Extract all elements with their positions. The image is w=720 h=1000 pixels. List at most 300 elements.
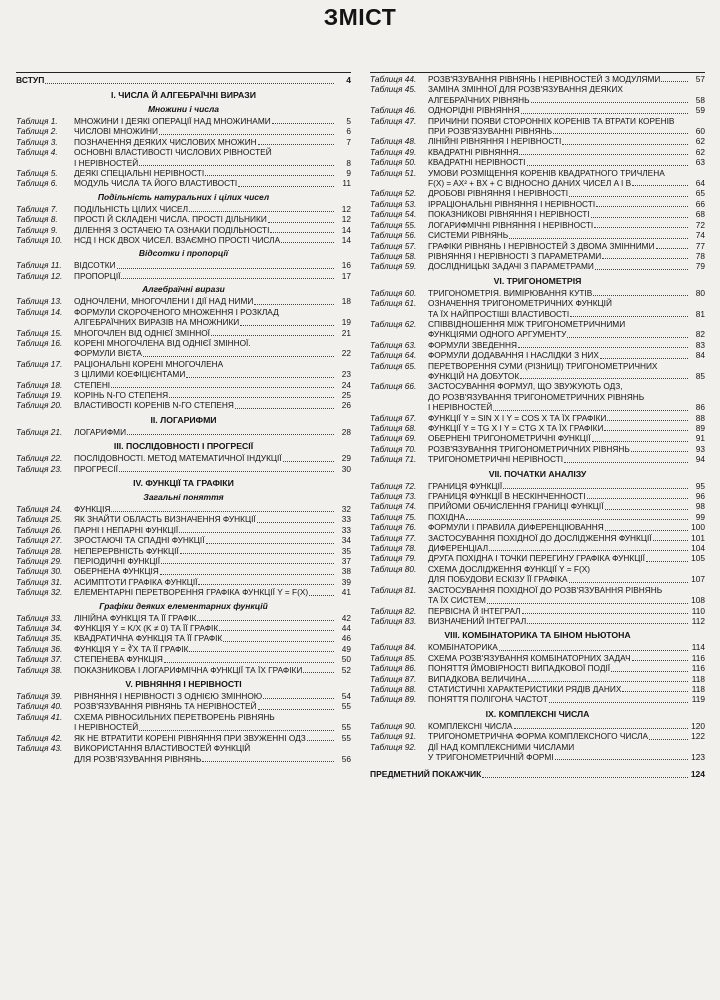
page-number: 7: [346, 136, 351, 147]
entry-title: ПЕРВІСНА Й ІНТЕГРАЛ: [428, 605, 521, 616]
toc-entry[interactable]: [370, 564, 705, 574]
toc-entry[interactable]: [16, 390, 351, 400]
page-number: 88: [695, 412, 705, 423]
page-number: 98: [695, 501, 705, 512]
toc-entry[interactable]: [370, 230, 705, 240]
toc-entry[interactable]: [370, 136, 705, 146]
entry-text: [74, 546, 335, 556]
entry-title: ВЛАСТИВОСТІ КОРЕНІВ N-ГО СТЕПЕНЯ: [74, 400, 234, 411]
entry-title: І НЕРІВНОСТЕЙ: [74, 157, 139, 168]
toc-entry[interactable]: [370, 423, 705, 433]
table-label: Таблиця 34.: [16, 623, 63, 634]
toc-entry[interactable]: [370, 742, 705, 752]
entry-text: [74, 535, 335, 545]
entry-title: ПРОГРЕСІЇ: [74, 463, 118, 474]
page-number: 123: [691, 751, 705, 762]
table-label: Таблиця 17.: [16, 358, 63, 369]
page-number: 23: [341, 369, 351, 380]
toc-entry[interactable]: [370, 585, 705, 595]
page-number: 6: [346, 126, 351, 137]
table-label: Таблиця 47.: [370, 115, 417, 126]
dot-leader: [527, 616, 688, 624]
page-number: 112: [691, 615, 705, 626]
toc-entry[interactable]: [370, 381, 705, 391]
toc-entry[interactable]: [370, 261, 705, 271]
table-label: Таблиця 62.: [370, 318, 417, 329]
toc-entry[interactable]: [370, 298, 705, 308]
table-label: Таблиця 70.: [370, 443, 417, 454]
entry-text: [74, 514, 335, 524]
page-number: 4: [346, 75, 351, 85]
toc-entry[interactable]: [16, 464, 351, 474]
entry-title: ПОДІЛЬНІСТЬ ЦІЛИХ ЧИСЕЛ: [74, 203, 189, 214]
toc-entry[interactable]: [16, 525, 351, 535]
dot-leader: [661, 74, 688, 82]
table-label: Таблиця 59.: [370, 261, 417, 272]
toc-entry[interactable]: [16, 504, 351, 514]
entry-title: ГРАНИЦЯ ФУНКЦІЇ: [428, 480, 503, 491]
dot-leader: [482, 769, 688, 778]
entry-title: АЛГЕБРАЇЧНИХ ВИРАЗІВ НА МНОЖНИКИ: [74, 317, 240, 328]
toc-entry[interactable]: [16, 235, 351, 245]
entry-title: ФУНКЦІЇ Y = TG X І Y = CTG X ТА ЇХ ГРАФІКИ: [428, 423, 604, 433]
top-rule: [370, 72, 705, 73]
table-label: Таблиця 50.: [370, 157, 417, 168]
entry-text: [428, 684, 689, 694]
toc-entry[interactable]: [16, 587, 351, 597]
page-number: 21: [341, 327, 351, 338]
table-label: Таблиця 81.: [370, 584, 417, 595]
dot-leader: [611, 663, 688, 671]
dot-leader: [593, 288, 688, 296]
dot-leader: [189, 644, 334, 652]
entry-text: [428, 423, 689, 433]
toc-entry[interactable]: [370, 653, 705, 663]
dot-leader: [509, 230, 688, 238]
toc-entry-continuation: [370, 95, 705, 105]
entry-title: ОДНОЧЛЕНИ, МНОГОЧЛЕНИ І ДІЇ НАД НИМИ: [74, 296, 254, 307]
dot-leader: [632, 653, 688, 661]
toc-entry[interactable]: [16, 178, 351, 188]
toc-entry[interactable]: [16, 712, 351, 722]
subsection-heading: Множини і числа: [147, 104, 220, 114]
entry-title: МНОЖИНИ І ДЕЯКІ ОПЕРАЦІЇ НАД МНОЖИНАМИ: [74, 116, 271, 126]
toc-entry[interactable]: [370, 481, 705, 491]
toc-entry[interactable]: [370, 663, 705, 673]
toc-entry[interactable]: [370, 147, 705, 157]
page-number: 96: [695, 491, 705, 502]
dot-leader: [569, 188, 688, 196]
toc-entry[interactable]: [16, 380, 351, 390]
dot-leader: [549, 694, 688, 702]
toc-entry[interactable]: [16, 204, 351, 214]
entry-title: З ЦІЛИМИ КОЕФІЦІЄНТАМИ: [74, 369, 186, 380]
page-number: 79: [695, 261, 705, 272]
toc-entry[interactable]: [16, 623, 351, 633]
entry-title: ПОНЯТТЯ ПОЛІГОНА ЧАСТОТ: [428, 694, 548, 705]
page-number: 24: [341, 379, 351, 390]
section-heading: IV. ФУНКЦІЇ ТА ГРАФІКИ: [133, 477, 234, 488]
toc-entry-top[interactable]: [370, 769, 705, 780]
dot-leader: [499, 642, 688, 650]
dot-leader: [646, 553, 688, 561]
dot-leader: [594, 220, 688, 228]
toc-entry-continuation: [370, 574, 705, 584]
dot-leader: [270, 225, 334, 233]
dot-leader: [567, 329, 688, 337]
entry-text: [428, 512, 689, 522]
toc-entry[interactable]: [16, 214, 351, 224]
dot-leader: [197, 613, 334, 621]
toc-entry[interactable]: [16, 733, 351, 743]
dot-leader: [169, 390, 334, 398]
dot-leader: [605, 501, 688, 509]
table-label: Таблиця 66.: [370, 381, 417, 392]
entry-title: ПРИЙОМИ ОБЧИСЛЕННЯ ГРАНИЦІ ФУНКЦІЇ: [428, 501, 604, 512]
toc-entry[interactable]: [16, 691, 351, 701]
page-number: 116: [691, 663, 705, 674]
table-label: Таблиця 76.: [370, 522, 417, 533]
page-number: 9: [346, 168, 351, 179]
dot-leader: [487, 595, 688, 603]
entry-title: ФУНКЦІЯ: [74, 503, 111, 514]
toc-entry[interactable]: [370, 188, 705, 198]
toc-entry[interactable]: [16, 453, 351, 463]
toc-entry[interactable]: [16, 307, 351, 317]
table-label: Таблиця 79.: [370, 553, 417, 564]
dot-leader: [605, 522, 688, 530]
entry-text: [428, 288, 689, 298]
entry-title: РАЦІОНАЛЬНІ КОРЕНІ МНОГОЧЛЕНА: [74, 358, 224, 369]
toc-entry[interactable]: [370, 444, 705, 454]
page-number: 38: [341, 566, 351, 577]
entry-text: [428, 433, 689, 443]
entry-title: ПОНЯТТЯ ЙМОВІРНОСТІ ВИПАДКОВОЇ ПОДІЇ: [428, 663, 611, 674]
entry-title: СПІВВІДНОШЕННЯ МІЖ ТРИГОНОМЕТРИЧНИМИ: [428, 318, 626, 329]
entry-title: МОДУЛЬ ЧИСЛА ТА ЙОГО ВЛАСТИВОСТІ: [74, 178, 238, 189]
dot-leader: [238, 178, 334, 186]
toc-entry[interactable]: [370, 721, 705, 731]
toc-entry[interactable]: [16, 225, 351, 235]
entry-text: [74, 464, 335, 474]
toc-entry[interactable]: [370, 543, 705, 553]
page-number: 25: [341, 389, 351, 400]
table-label: Таблиця 90.: [370, 720, 417, 731]
toc-entry[interactable]: [16, 546, 351, 556]
entry-title: СХЕМА ДОСЛІДЖЕННЯ ФУНКЦІЇ Y = F(X): [428, 563, 591, 574]
page-number: 55: [341, 701, 351, 712]
dot-leader: [564, 454, 688, 462]
toc-entry[interactable]: [16, 654, 351, 664]
toc-entry-continuation: [370, 126, 705, 136]
dot-leader: [198, 577, 334, 585]
entry-title: ГРАНИЦЯ ФУНКЦІЇ В НЕСКІНЧЕННОСТІ: [428, 491, 586, 502]
dot-leader: [466, 512, 688, 520]
dot-leader: [219, 623, 334, 631]
page-number: 22: [341, 348, 351, 359]
toc-entry[interactable]: [370, 361, 705, 371]
toc-entry[interactable]: [370, 220, 705, 230]
dot-leader: [514, 721, 688, 729]
toc-entry[interactable]: [370, 84, 705, 94]
entry-text: [428, 340, 689, 350]
dot-leader: [179, 525, 334, 533]
entry-text: [74, 204, 335, 214]
toc-entry[interactable]: [16, 400, 351, 410]
page-number: 19: [341, 317, 351, 328]
entry-title: ЛОГАРИФМІЧНІ РІВНЯННЯ І НЕРІВНОСТІ: [428, 219, 594, 230]
table-label: Таблиця 45.: [370, 84, 417, 95]
entry-title: ПОХІДНА: [428, 511, 466, 522]
page-number: 62: [695, 136, 705, 147]
dot-leader: [254, 296, 334, 304]
toc-entry[interactable]: [16, 116, 351, 126]
dot-leader: [493, 402, 688, 410]
toc-entry-continuation: [16, 722, 351, 732]
toc-entry[interactable]: [16, 338, 351, 348]
page-number: 63: [695, 157, 705, 168]
entry-title: ДІЇ НАД КОМПЛЕКСНИМИ ЧИСЛАМИ: [428, 741, 575, 752]
page-number: 100: [691, 522, 705, 533]
toc-entry[interactable]: [370, 340, 705, 350]
toc-entry[interactable]: [16, 126, 351, 136]
table-label: Таблиця 86.: [370, 663, 417, 674]
table-label: Таблиця 63.: [370, 339, 417, 350]
page-number: 11: [342, 178, 351, 189]
dot-leader: [117, 260, 334, 268]
toc-entry[interactable]: [16, 743, 351, 753]
toc-entry[interactable]: [370, 413, 705, 423]
entry-text: [74, 577, 335, 587]
entry-text: [74, 116, 335, 126]
toc-entry[interactable]: [370, 501, 705, 511]
dot-leader: [240, 317, 334, 325]
page-number: 93: [695, 443, 705, 454]
entry-text: [428, 553, 689, 563]
table-label: Таблиця 18.: [16, 379, 63, 390]
table-label: Таблиця 9.: [16, 224, 58, 235]
toc-entry[interactable]: [16, 328, 351, 338]
page-number: 99: [695, 511, 705, 522]
table-label: Таблиця 69.: [370, 433, 417, 444]
toc-entry[interactable]: [16, 644, 351, 654]
toc-entry[interactable]: [16, 147, 351, 157]
toc-entry[interactable]: [370, 491, 705, 501]
entry-title: ДЕЯКІ СПЕЦІАЛЬНІ НЕРІВНОСТІ: [74, 168, 205, 179]
dot-leader: [656, 241, 688, 249]
entry-title: РОЗВ'ЯЗУВАННЯ РІВНЯНЬ ТА НЕРІВНОСТЕЙ: [74, 701, 257, 712]
toc-entry[interactable]: [370, 512, 705, 522]
table-label: Таблиця 91.: [370, 731, 417, 742]
toc-entry[interactable]: [370, 209, 705, 219]
entry-title: ДИФЕРЕНЦІАЛ: [428, 543, 489, 554]
dot-leader: [531, 95, 688, 103]
toc-entry[interactable]: [16, 260, 351, 270]
entry-title: СХЕМА РІВНОСИЛЬНИХ ПЕРЕТВОРЕНЬ РІВНЯНЬ: [74, 711, 275, 722]
entry-title: ПРОСТІ Й СКЛАДЕНІ ЧИСЛА. ПРОСТІ ДІЛЬНИКИ: [74, 214, 267, 225]
table-label: Таблиця 10.: [16, 235, 63, 246]
page-number: 91: [695, 433, 705, 444]
table-label: Таблиця 92.: [370, 741, 417, 752]
table-label: Таблиця 6.: [16, 178, 58, 189]
table-label: Таблиця 71.: [370, 454, 417, 465]
entry-title: ФОРМУЛИ ВІЄТА: [74, 348, 142, 359]
dot-leader: [139, 158, 334, 166]
table-label: Таблиця 38.: [16, 664, 63, 675]
table-label: Таблиця 14.: [16, 306, 63, 317]
toc-entry[interactable]: [16, 359, 351, 369]
table-label: Таблиця 4.: [16, 147, 58, 158]
toc-entry[interactable]: [370, 319, 705, 329]
toc-entry[interactable]: [16, 701, 351, 711]
page-number: 33: [341, 514, 351, 525]
toc-entry[interactable]: [16, 168, 351, 178]
toc-entry[interactable]: [370, 116, 705, 126]
toc-entry[interactable]: [16, 514, 351, 524]
entry-text: [428, 742, 705, 752]
entry-text: [428, 522, 689, 532]
page-number: 34: [341, 535, 351, 546]
table-label: Таблиця 84.: [370, 642, 417, 653]
dot-leader: [211, 328, 334, 336]
entry-title: КОМПЛЕКСНІ ЧИСЛА: [428, 720, 513, 731]
dot-leader: [592, 433, 688, 441]
page-number: 56: [341, 753, 351, 764]
toc-entry[interactable]: [16, 535, 351, 545]
section-heading: V. РІВНЯННЯ І НЕРІВНОСТІ: [125, 679, 242, 690]
table-label: Таблиця 36.: [16, 643, 63, 654]
entry-title: ВІДСОТКИ: [74, 260, 116, 271]
toc-entry[interactable]: [16, 577, 351, 587]
dot-leader: [189, 204, 334, 212]
entry-text: [74, 390, 335, 400]
toc-entry[interactable]: [370, 616, 705, 626]
table-label: Таблиця 64.: [370, 350, 417, 361]
toc-entry[interactable]: [370, 433, 705, 443]
toc-entry-top[interactable]: [16, 75, 351, 86]
entry-title: ЗАСТОСУВАННЯ ПОХІДНОЇ ДО ДОСЛІДЖЕННЯ ФУНКЦІЇ: [428, 532, 652, 543]
section-heading: VII. ПОЧАТКИ АНАЛІЗУ: [488, 468, 587, 479]
toc-entry[interactable]: [16, 427, 351, 437]
page-number: 118: [691, 673, 705, 684]
page-number: 104: [691, 543, 705, 554]
entry-title: РОЗВ'ЯЗУВАННЯ РІВНЯНЬ І НЕРІВНОСТЕЙ З МОДУЛЯМИ: [428, 74, 661, 84]
page-number: 35: [341, 545, 351, 556]
dot-leader: [503, 481, 688, 489]
page-number: 12: [341, 214, 351, 225]
entry-text: [428, 674, 689, 684]
toc-entry[interactable]: [370, 533, 705, 543]
entry-text: [74, 328, 335, 338]
toc-entry[interactable]: [370, 251, 705, 261]
toc-entry[interactable]: [16, 665, 351, 675]
dot-leader: [281, 235, 334, 243]
toc-entry[interactable]: [370, 74, 705, 84]
toc-entry[interactable]: [370, 731, 705, 741]
toc-entry[interactable]: [16, 137, 351, 147]
toc-entry[interactable]: [370, 522, 705, 532]
table-label: Таблиця 61.: [370, 298, 417, 309]
table-label: Таблиця 3.: [16, 136, 58, 147]
toc-entry[interactable]: [370, 350, 705, 360]
page-number: 89: [695, 423, 705, 433]
entry-title: ЛІНІЙНІ РІВНЯННЯ І НЕРІВНОСТІ: [428, 136, 562, 147]
entry-title: ПЕРІОДИЧНІ ФУНКЦІЇ: [74, 556, 161, 566]
table-label: Таблиця 43.: [16, 743, 63, 754]
toc-entry[interactable]: [370, 168, 705, 178]
page-number: 17: [341, 270, 351, 281]
entry-title: НЕПЕРЕРВНІСТЬ ФУНКЦІЇ: [74, 545, 179, 556]
entry-text: [428, 381, 705, 391]
entry-text: [74, 504, 335, 514]
entry-text: [74, 654, 335, 664]
dot-leader: [258, 701, 334, 709]
entry-title: ДЛЯ ПОБУДОВИ ЕСКІЗУ ЇЇ ГРАФІКА: [428, 574, 568, 585]
toc-entry[interactable]: [370, 157, 705, 167]
entry-title: ТА ЇХ СИСТЕМ: [428, 595, 486, 606]
toc-entry-continuation: [16, 754, 351, 764]
toc-entry[interactable]: [16, 613, 351, 623]
entry-text: [428, 585, 705, 595]
page-number: 114: [691, 642, 705, 653]
dot-leader: [527, 157, 689, 165]
toc-entry[interactable]: [370, 694, 705, 704]
dot-leader: [518, 340, 688, 348]
page-number: 42: [341, 612, 351, 623]
dot-leader: [303, 665, 334, 673]
toc-entry[interactable]: [16, 566, 351, 576]
dot-leader: [206, 535, 334, 543]
toc-entry[interactable]: [16, 633, 351, 643]
table-label: Таблиця 31.: [16, 576, 63, 587]
table-label: Таблиця 56.: [370, 230, 417, 241]
toc-entry[interactable]: [16, 296, 351, 306]
page-number: 28: [341, 426, 351, 437]
table-label: Таблиця 11.: [16, 260, 62, 271]
toc-entry[interactable]: [370, 642, 705, 652]
entry-title: ВСТУП: [16, 75, 45, 85]
toc-entry[interactable]: [370, 553, 705, 563]
entry-text: [428, 653, 689, 663]
toc-entry[interactable]: [370, 454, 705, 464]
table-label: Таблиця 12.: [16, 270, 63, 281]
toc-right-column: [370, 72, 705, 782]
toc-entry[interactable]: [16, 271, 351, 281]
page-number: 68: [695, 209, 705, 220]
toc-entry[interactable]: [370, 199, 705, 209]
entry-text: [428, 105, 689, 115]
toc-entry[interactable]: [16, 556, 351, 566]
page-number: 77: [695, 240, 705, 251]
page-number: 65: [695, 188, 705, 199]
entry-text: [428, 731, 689, 741]
entry-text: [428, 543, 689, 553]
entry-title: ЧИСЛОВІ МНОЖИНИ: [74, 126, 159, 137]
toc-entry[interactable]: [370, 241, 705, 251]
entry-title: ЯК ЗНАЙТИ ОБЛАСТЬ ВИЗНАЧЕННЯ ФУНКЦІЇ: [74, 514, 256, 525]
page-number: 62: [695, 146, 705, 157]
toc-entry[interactable]: [370, 288, 705, 298]
toc-entry[interactable]: [370, 606, 705, 616]
page-number: 108: [691, 595, 705, 606]
entry-text: [74, 566, 335, 576]
entry-text: [428, 663, 689, 673]
toc-entry[interactable]: [370, 105, 705, 115]
toc-entry[interactable]: [370, 684, 705, 694]
toc-entry[interactable]: [370, 674, 705, 684]
entry-title: КОМБІНАТОРИКА: [428, 642, 498, 653]
section-heading: ІІІ. ПОСЛІДОВНОСТІ І ПРОГРЕСІЇ: [113, 441, 254, 452]
